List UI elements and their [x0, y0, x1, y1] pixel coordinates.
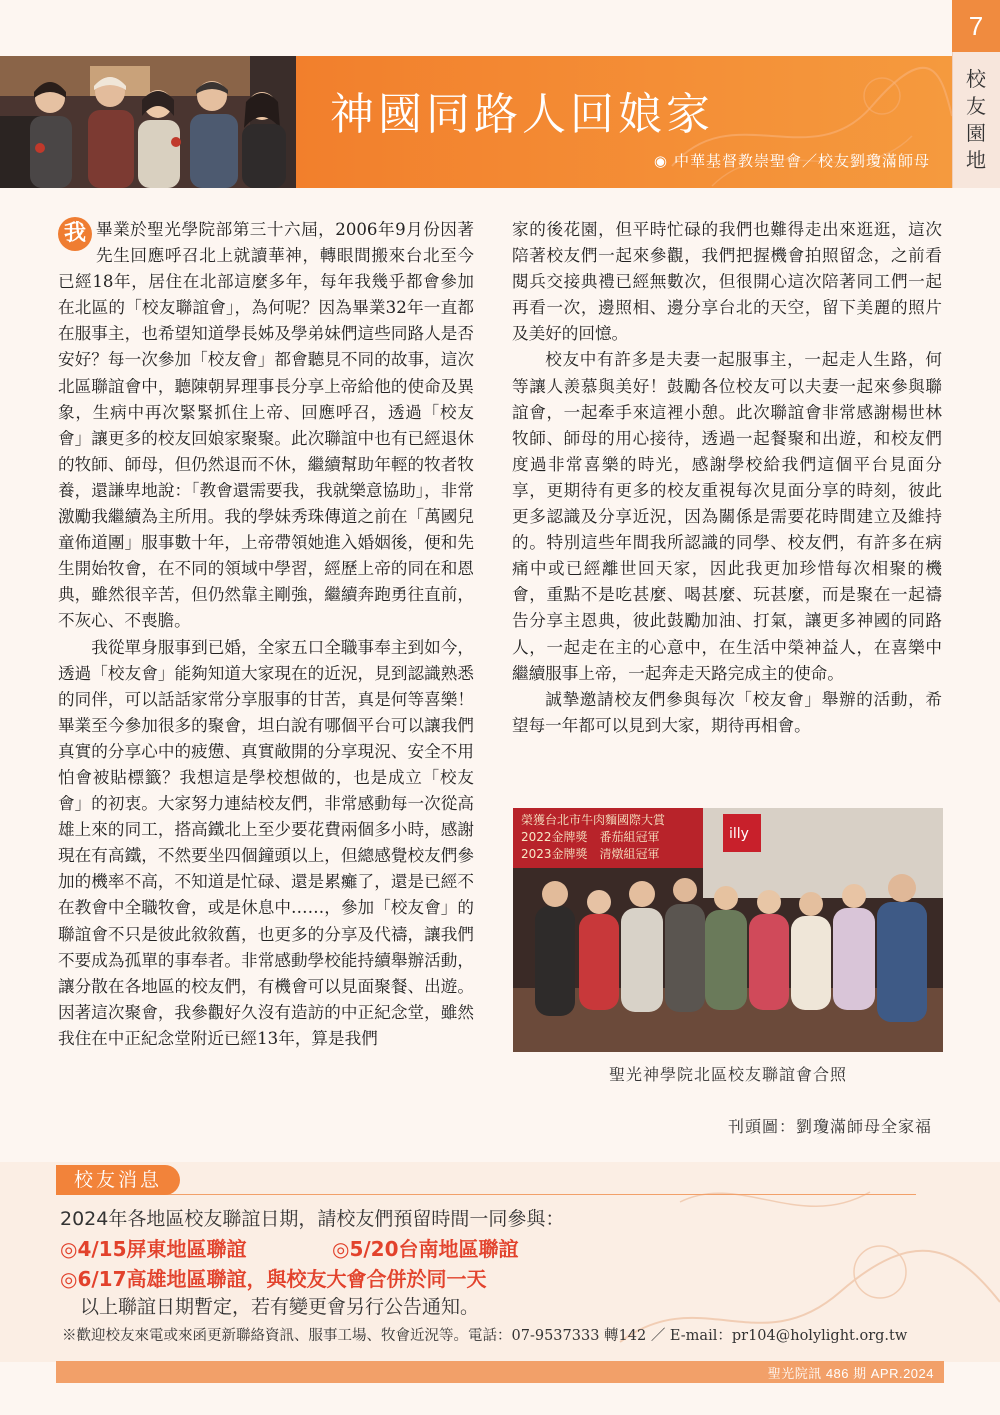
article-paragraph — [58, 217, 474, 635]
contact-info: ※歡迎校友來電或來函更新聯絡資訊、服事工場、牧會近況等。電話：07-9537333 轉142 ／ E-mail：pr104@holylight.org.tw — [62, 1328, 908, 1344]
sign-line-3: 2023金牌獎 清燉組冠軍 — [521, 847, 660, 861]
brand-logo: illy — [729, 826, 749, 842]
byline-text: 中華基督教崇聖會／校友劉瓊滿師母 — [673, 152, 930, 170]
article-column-left — [58, 217, 474, 1052]
news-intro: 2024年各地區校友聯誼日期，請校友們預留時間一同參與： — [60, 1208, 565, 1230]
family-photo-illustration — [0, 56, 296, 188]
news-divider — [56, 1194, 916, 1195]
article-paragraph: 誠摯邀請校友們參與每次「校友會」舉辦的活動，希望每一年都可以見到大家，期待再相會。 — [512, 689, 942, 735]
group-photo-illustration — [513, 808, 943, 1052]
article-paragraph: 我從單身服事到已婚，全家五口全職事奉主到如今，透過「校友會」能夠知道大家現在的近況，見到認識熟悉的同伴，可以話話家常分享服事的甘苦，真是何等喜樂！畢業至今參加很多的聚會，坦白說有哪個平台可以讓我們真實的分享心中的疲憊、真實敞開的分享現況、安全不用怕會被貼標籤？我想這是學校想做的，也是成立「校友會」的初衷。大家努力連結校友們，非常感動每一次從高雄上來的同工，搭高鐵北上至少要花費兩個多小時，感謝現在有高鐵，不然要坐四個鐘頭以上，但總感覺校友們參加的機率不高，不知道是忙碌、還是累癱了，還是已經不在教會中全職牧會，或是休息中……，參加「校友會」的聯誼會不只是彼此敘敘舊，也更多的分享及代禱，讓我們不要成為孤單的事奉者。非常感動學校能持續舉辦活動，讓分散在各地區的校友們，有機會可以見面聚餐、出遊。因著這次聚會，我參觀好久沒有造訪的中正紀念堂，雖然我住在中正紀念堂附近已經13年，算是我們 — [58, 637, 474, 1048]
dropcap: 我 — [58, 217, 92, 251]
news-item: ◎4/15屏東地區聯誼 — [60, 1237, 247, 1261]
article-paragraph: 校友中有許多是夫妻一起服事主，一起走人生路，何等讓人羨慕與美好！鼓勵各位校友可以夫妻一起來參與聯誼會，一起牽手來這裡小憩。此次聯誼會非常感謝楊世林牧師、師母的用心接待，透過一起餐聚和出遊，和校友們度過非常喜樂的時光，感謝學校給我們這個平台見面分享，更期待有更多的校友重視每次見面分享的時刻，彼此更多認識及分享近況，因為關係是需要花時間建立及維持的。特別這些年間我所認識的同學、校友們，有許多在病痛中或已經離世回天家，因此我更加珍惜每次相聚的機會，重點不是吃甚麼、喝甚麼、玩甚麼，而是聚在一起禱告分享主恩典，彼此鼓勵加油、打氣，讓更多神國的同路人，一起走在主的心意中，在生活中榮神益人，在喜樂中繼續服事上帝，一起奔走天路完成主的使命。 — [512, 350, 942, 683]
bullet-icon: ◉ — [653, 152, 668, 170]
news-item: ◎5/20台南地區聯誼 — [332, 1237, 519, 1261]
header-band — [296, 56, 952, 188]
page-number: 7 — [952, 0, 1000, 52]
news-note: 以上聯誼日期暫定，若有變更會另行公告通知。 — [80, 1296, 480, 1318]
article-paragraph: 家的後花園，但平時忙碌的我們也難得走出來逛逛，這次陪著校友們一起來參觀，我們把握機會拍照留念，之前看閱兵交接典禮已經無數次，但很開心這次陪著同工們一起再看一次，邊照相、邊分享台北的天空，留下美麗的照片及美好的回憶。 — [512, 220, 942, 344]
section-label: 校友園地 — [966, 67, 986, 172]
news-tab-label: 校友消息 — [56, 1165, 180, 1195]
sign-line-2: 2022金牌獎 番茄組冠軍 — [521, 830, 660, 844]
sign-line-1: 榮獲台北市牛肉麵國際大賞 — [521, 813, 666, 827]
issue-info: 聖光院訊 486 期 APR.2024 — [767, 1366, 934, 1381]
author-byline — [654, 150, 930, 171]
page-title: 神國同路人回娘家 — [330, 89, 714, 140]
header-photo-credit: 刊頭圖：劉瓊滿師母全家福 — [727, 1117, 932, 1136]
photo-caption: 聖光神學院北區校友聯誼會合照 — [608, 1065, 847, 1084]
news-item: ◎6/17高雄地區聯誼，與校友大會合併於同一天 — [60, 1267, 487, 1291]
article-column-right — [512, 217, 942, 739]
family-photo — [0, 56, 296, 188]
group-photo — [513, 808, 943, 1052]
paragraph-text: 畢業於聖光學院部第三十六屆，2006年9月份因著先生回應呼召北上就讀華神，轉眼間搬來台北至今已經18年，居住在北部這麼多年，每年我幾乎都會參加在北區的「校友聯誼會」，為何呢？因為畢業32年一直都在服事主，也希望知道學長姊及學弟妹們這些同路人是否安好？每一次參加「校友會」都會聽見不同的故事，這次北區聯誼會中，聽陳朝昇理事長分享上帝給他的使命及異象，生病中再次緊緊抓住上帝、回應呼召，透過「校友會」讓更多的校友回娘家聚聚。此次聯誼中也有已經退休的牧師、師母，但仍然退而不休，繼續幫助年輕的牧者牧養，還謙卑地說：「教會還需要我，我就樂意協助」，非常激勵我繼續為主所用。我的學妹秀珠傳道之前在「萬國兒童佈道團」服事數十年，上帝帶領她進入婚姻後，便和先生開始牧會，在不同的領域中學習，經歷上帝的同在和恩典，雖然很辛苦，但仍然靠主剛強，繼續奔跑勇往直前，不灰心、不喪膽。 — [58, 220, 474, 631]
